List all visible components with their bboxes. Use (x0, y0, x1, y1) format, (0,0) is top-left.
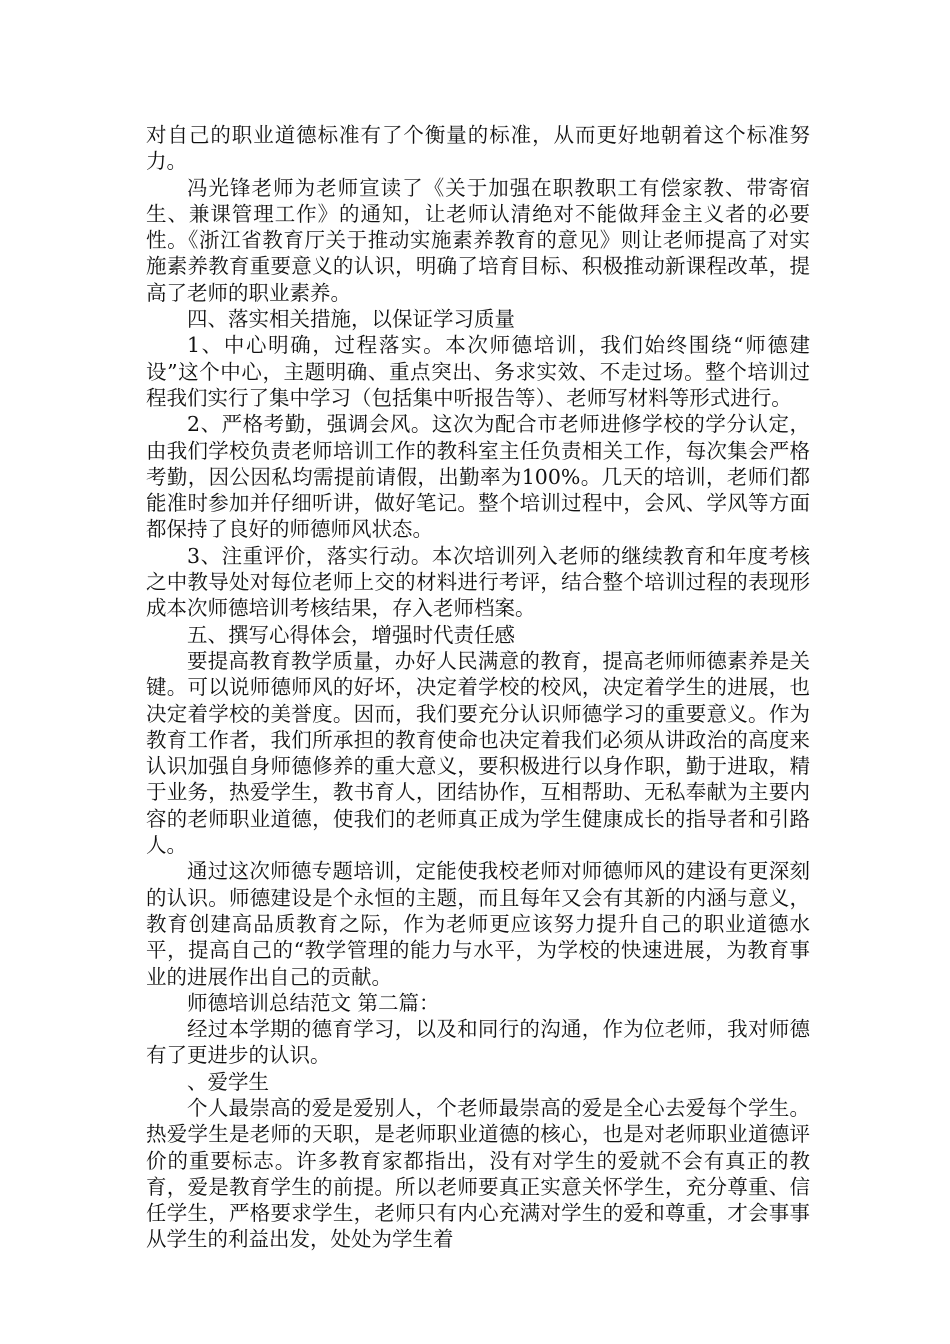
paragraph-item-1: 1、中心明确，过程落实。本次师德培训，我们始终围绕“师德建设”这个中心，主题明确、重点突出、务求实效、不走过场。整个培训过程我们实行了集中学习（包括集中听报告等）、老师写材料等形式进行。 (146, 333, 810, 410)
paragraph-feng-reading: 冯光锋老师为老师宣读了《关于加强在职教职工有偿家教、带寄宿生、兼课管理工作》的通知，让老师认清绝对不能做拜金主义者的必要性。《浙江省教育厅关于推动实施素养教育的意见》则让老师提高了对实施素养教育重要意义的认识，明确了培育目标、积极推动新课程改革，提高了老师的职业素养。 (146, 175, 810, 305)
paragraph-continuation: 对自己的职业道德标准有了个衡量的标准，从而更好地朝着这个标准努力。 (146, 123, 810, 174)
paragraph-item-3: 3、注重评价，落实行动。本次培训列入老师的继续教育和年度考核之中教导处对每位老师上交的材料进行考评，结合整个培训过程的表现形成本次师德培训考核结果，存入老师档案。 (146, 543, 810, 621)
section-heading-four: 四、落实相关措施，以保证学习质量 (187, 307, 515, 332)
paragraph-love-students: 个人最崇高的爱是爱别人，个老师最崇高的爱是全心去爱每个学生。热爱学生是老师的天职，是老师职业道德的核心，也是对老师职业道德评价的重要标志。许多教育家都指出，没有对学生的爱就不会有真正的教育，爱是教育学生的前提。所以老师要真正实意关怀学生，充分尊重、信任学生，严格要求学生，老师只有内心充满对学生的爱和尊重，才会事事从学生的利益出发，处处为学生着 (146, 1095, 810, 1252)
paragraph-quality: 要提高教育教学质量，办好人民满意的教育，提高老师师德素养是关键。可以说师德师风的好坏，决定着学校的校风，决定着学生的进展，也决定着学校的美誉度。因而，我们要充分认识师德学习的重要意义。作为教育工作者，我们所承担的教育使命也决定着我们必须从讲政治的高度来认识加强自身师德修养的重大意义，要积极进行以身作职，勤于进取，精于业务，热爱学生，教书育人，团结协作，互相帮助、无私奉献为主要内容的老师职业道德，使我们的老师真正成为学生健康成长的指导者和引路人。 (146, 648, 810, 858)
section-heading-love-students: 、爱学生 (187, 1069, 269, 1094)
paragraph-conclusion: 通过这次师德专题培训，定能使我校老师对师德师风的建设有更深刻的认识。师德建设是个永恒的主题，而且每年又会有其新的内涵与意义，教育创建高品质教育之际，作为老师更应该努力提升自己的职业道德水平，提高自己的“教学管理的能力与水平，为学校的快速进展，为教育事业的进展作出自己的贡献。 (146, 859, 810, 989)
paragraph-item-2: 2、严格考勤，强调会风。这次为配合市老师进修学校的学分认定，由我们学校负责老师培训工作的教科室主任负责相关工作，每次集会严格考勤，因公因私均需提前请假，出勤率为100%。几天的培训，老师们都能准时参加并仔细听讲，做好笔记。整个培训过程中，会风、学风等方面都保持了良好的师德师风状态。 (146, 412, 810, 542)
section-heading-five: 五、撰写心得体会，增强时代责任感 (187, 622, 515, 647)
section-heading-second-article: 师德培训总结范文 第二篇： (187, 990, 440, 1015)
paragraph-intro-second: 经过本学期的德育学习，以及和同行的沟通，作为位老师，我对师德有了更进步的认识。 (146, 1017, 810, 1068)
document-body (146, 122, 810, 1253)
